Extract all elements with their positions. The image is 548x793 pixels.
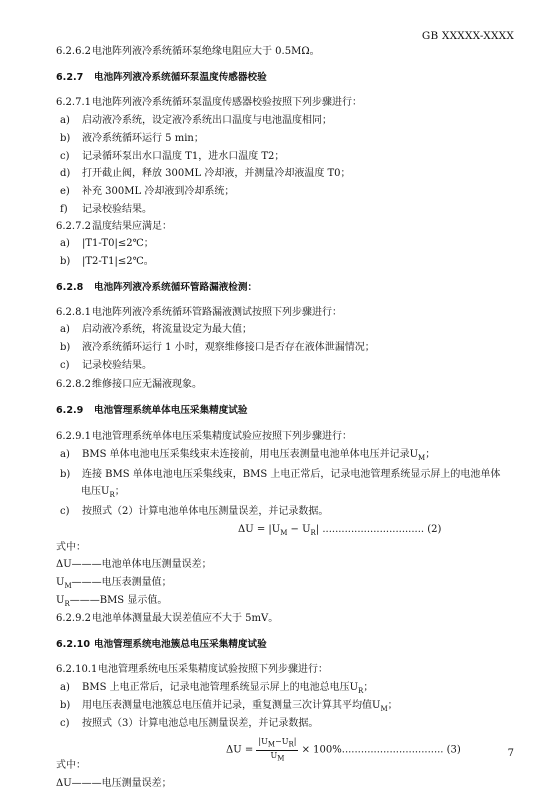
definition-text: ———BMS 显示值。 [69, 595, 168, 606]
clause-number: 6.2.8 [56, 282, 84, 293]
list-item [60, 165, 351, 183]
list-subscript: M [380, 705, 388, 713]
den-part: U [270, 750, 278, 760]
clause-number: 6.2.10.1 [56, 664, 98, 675]
list-label: c) [60, 718, 70, 729]
list-text: 启动液冷系统，设定液冷系统出口温度与电池温度相同； [82, 115, 332, 126]
clause-text: 电池管理系统单体电压采集精度试验应按照下列步骤进行： [92, 431, 352, 442]
clause-text: 电池阵列液冷系统循环管路漏液检测： [94, 282, 258, 293]
list-item [60, 130, 204, 148]
list-label: c) [60, 360, 70, 371]
list-text: 按照式（3）计算电池总电压测量误差，并记录数据。 [82, 718, 319, 729]
clause-number: 6.2.8.1 [56, 307, 91, 318]
formula-sub-m: M [280, 529, 288, 537]
list-subscript: M [418, 454, 426, 462]
symbol-subscript: R [64, 600, 70, 608]
list-text: 启动液冷系统，将流量设定为最大值； [82, 324, 252, 335]
num-end: | [293, 737, 297, 746]
list-label: e) [60, 186, 70, 197]
list-label: a) [60, 682, 70, 693]
symbol: U [56, 577, 65, 588]
list-item [60, 339, 375, 357]
list-label: a) [60, 449, 70, 460]
clause-text: 温度结果应满足： [92, 221, 172, 232]
list-text: 按照式（2）计算电池单体电压测量误差，并记录数据。 [82, 506, 329, 517]
list-label: b) [60, 256, 71, 267]
list-label: c) [60, 151, 70, 162]
list-label: b) [60, 342, 71, 353]
list-tail: ； [363, 682, 374, 693]
clause-paragraph [56, 376, 202, 394]
list-item [60, 503, 328, 521]
formula-tail: | ................................ (2) [315, 524, 442, 535]
formula-fraction [256, 737, 298, 763]
list-label: f) [60, 204, 68, 215]
list-label: b) [60, 469, 71, 480]
list-label: a) [60, 238, 70, 249]
definition-text: ΔU———电池单体电压测量误差； [56, 559, 212, 570]
definition-line [56, 539, 86, 557]
formula-2 [238, 521, 441, 542]
list-text: 记录循环泵出水口温度 T1，进水口温度 T2； [82, 151, 285, 162]
definition-line [56, 556, 212, 574]
definition-line [56, 757, 86, 775]
definition-line [56, 775, 172, 793]
list-item [60, 466, 500, 484]
list-label: b) [60, 133, 71, 144]
clause-text: 电池管理系统单体电压采集精度试验 [94, 405, 248, 416]
list-item [60, 715, 318, 733]
clause-number: 6.2.7 [56, 72, 84, 83]
formula-lhs: ΔU = |U [238, 524, 281, 535]
list-item [60, 201, 152, 219]
list-text: BMS 上电正常后，记录电池管理系统显示屏上的电池总电压U [82, 682, 359, 693]
num-sub-m: M [267, 740, 275, 749]
num-part: |U [258, 737, 268, 746]
section-heading [56, 69, 267, 87]
list-item [60, 253, 154, 271]
formula-mid: − U [287, 524, 311, 535]
clause-number: 6.2.9.1 [56, 431, 91, 442]
list-item [60, 112, 332, 130]
clause-paragraph [56, 43, 320, 61]
den-sub: M [277, 754, 285, 763]
list-item [60, 183, 234, 201]
clause-text: 电池管理系统电压采集精度试验按照下列步骤进行： [98, 664, 328, 675]
num-sub-r: R [288, 740, 294, 749]
list-text: 液冷系统循环运行 1 小时，观察维修接口是否存在液体泄漏情况； [82, 342, 375, 353]
list-item [60, 148, 284, 166]
formula-tail: × 100%................................ (3) [298, 744, 461, 756]
list-label: d) [60, 168, 71, 179]
clause-text: 电池管理系统电池簇总电压采集精度试验 [94, 639, 267, 650]
symbol: U [56, 595, 65, 606]
clause-paragraph [56, 94, 362, 112]
section-heading [56, 636, 267, 654]
section-heading [56, 402, 248, 420]
symbol-subscript: M [64, 582, 72, 590]
page-number: 7 [507, 748, 514, 759]
list-text: 打开截止阀，释放 300ML 冷却液，并测量冷却液温度 T0； [82, 168, 351, 179]
list-continuation [81, 483, 125, 504]
list-text: BMS 单体电池电压采集线束未连接前，用电压表测量电池单体电压并记录U [82, 449, 419, 460]
list-label: a) [60, 115, 70, 126]
clause-paragraph [56, 661, 328, 679]
clause-text: 电池阵列液冷系统循环泵温度传感器校验按照下列步骤进行： [92, 97, 362, 108]
clause-text: 电池阵列液冷系统循环管路漏液测试按照下列步骤进行： [92, 307, 342, 318]
list-item [60, 321, 252, 339]
definition-text: ΔU———电压测量误差； [56, 778, 172, 789]
list-label: c) [60, 506, 70, 517]
clause-number: 6.2.9 [56, 405, 84, 416]
clause-text: 电池阵列液冷系统循环泵温度传感器校验 [94, 72, 267, 83]
continuation-subscript: R [109, 491, 115, 499]
formula-3 [226, 737, 461, 763]
fraction-numerator [256, 737, 298, 751]
list-text: 连接 BMS 单体电池电压采集线束，BMS 上电正常后，记录电池管理系统显示屏上的电池单体 [82, 469, 501, 480]
list-label: a) [60, 324, 70, 335]
list-text: |T2-T1|≤2℃。 [82, 256, 154, 267]
list-text: 用电压表测量电池簇总电压值并记录，重复测量三次计算其平均值U [82, 700, 381, 711]
list-item [60, 357, 152, 375]
clause-text: 电池阵列液冷系统循环泵绝缘电阻应大于 0.5MΩ。 [92, 46, 320, 57]
list-text: |T1-T0|≤2℃； [82, 238, 154, 249]
list-tail: ； [387, 700, 398, 711]
definition-text: ———电压表测量值； [71, 577, 172, 588]
list-item [60, 235, 154, 253]
clause-text: 维修接口应无漏液现象。 [92, 379, 202, 390]
formula-sub-r: R [310, 529, 316, 537]
list-text: 补充 300ML 冷却液到冷却系统； [82, 186, 235, 197]
list-item [60, 446, 435, 467]
continuation-tail: ； [114, 486, 125, 497]
clause-text: 电池单体测量最大误差值应不大于 5mV。 [92, 613, 279, 624]
definition-text: 式中： [56, 760, 86, 771]
list-label: b) [60, 700, 71, 711]
section-heading [56, 279, 257, 297]
clause-paragraph [56, 218, 172, 236]
clause-paragraph [56, 304, 342, 322]
list-text: 记录校验结果。 [82, 360, 152, 371]
clause-number: 6.2.7.2 [56, 221, 91, 232]
list-text: 记录校验结果。 [82, 204, 152, 215]
formula-lhs: ΔU = [226, 744, 257, 756]
list-subscript: R [358, 687, 364, 695]
num-mid: −U [275, 737, 289, 746]
clause-paragraph [56, 610, 278, 628]
continuation-text: 电压U [81, 486, 110, 497]
fraction-denominator [256, 751, 298, 764]
clause-number: 6.2.9.2 [56, 613, 91, 624]
standard-code: GB XXXXX-XXXX [421, 30, 514, 42]
list-text: 液冷系统循环运行 5 min； [82, 133, 204, 144]
clause-number: 6.2.8.2 [56, 379, 91, 390]
clause-paragraph [56, 428, 352, 446]
definition-text: 式中： [56, 542, 86, 553]
list-tail: ； [425, 449, 436, 460]
clause-number: 6.2.6.2 [56, 46, 91, 57]
clause-number: 6.2.7.1 [56, 97, 91, 108]
clause-number: 6.2.10 [56, 639, 90, 650]
